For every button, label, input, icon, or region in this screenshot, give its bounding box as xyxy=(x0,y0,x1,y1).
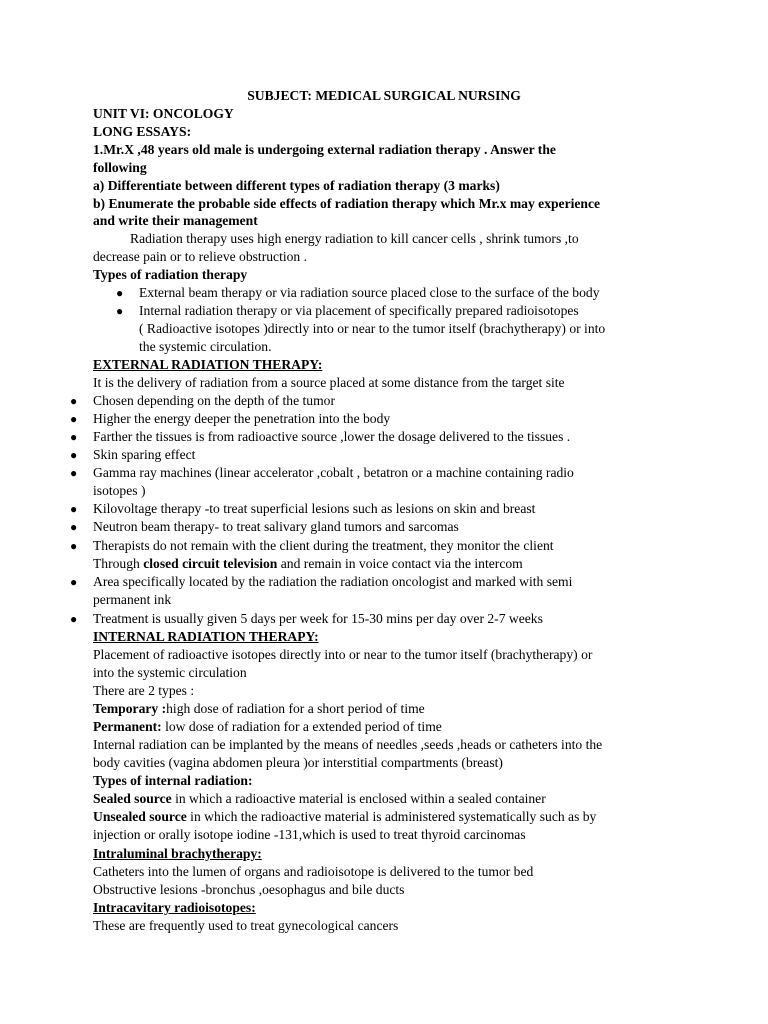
external-definition: It is the delivery of radiation from a source placed at some distance from the target site xyxy=(93,375,565,390)
paragraph-line: There are 2 types : xyxy=(93,683,195,698)
list-item: ( Radioactive isotopes )directly into or near to the tumor itself (brachytherapy) or into xyxy=(139,321,606,336)
unsealed-line xyxy=(93,808,596,826)
emphasis-text: closed circuit television xyxy=(143,556,278,571)
permanent-line xyxy=(93,718,442,736)
list-item: Higher the energy deeper the penetration into the body xyxy=(93,411,391,426)
term-text: in which the radioactive material is administered systematically such as by xyxy=(186,809,597,824)
intracavitary-heading: Intracavitary radioisotopes: xyxy=(93,900,256,915)
term-label: Temporary : xyxy=(93,701,167,716)
bullet-icon: ● xyxy=(70,412,78,426)
sealed-line xyxy=(93,790,546,808)
internal-heading: INTERNAL RADIATION THERAPY: xyxy=(93,629,319,644)
list-item: the systemic circulation. xyxy=(139,339,272,354)
bullet-icon: ● xyxy=(70,466,78,480)
paragraph-line: body cavities (vagina abdomen pleura )or interstitial compartments (breast) xyxy=(93,755,503,770)
subject-title: SUBJECT: MEDICAL SURGICAL NURSING xyxy=(247,88,521,103)
text-fragment: and remain in voice contact via the intercom xyxy=(277,556,523,571)
list-item: Gamma ray machines (linear accelerator ,cobalt , betatron or a machine containing radio xyxy=(93,465,574,480)
paragraph-line: These are frequently used to treat gynecological cancers xyxy=(93,918,399,933)
list-item: Therapists do not remain with the client during the treatment, they monitor the client xyxy=(93,538,554,553)
list-item: Area specifically located by the radiation the radiation oncologist and marked with semi xyxy=(93,574,573,589)
intraluminal-heading: Intraluminal brachytherapy: xyxy=(93,846,262,861)
list-item: Farther the tissues is from radioactive source ,lower the dosage delivered to the tissues . xyxy=(93,429,571,444)
list-item xyxy=(93,555,523,573)
internal-types-heading: Types of internal radiation: xyxy=(93,773,253,788)
bullet-icon: ● xyxy=(70,575,78,589)
intro-paragraph: decrease pain or to relieve obstruction . xyxy=(93,249,308,264)
text-fragment: Through xyxy=(93,556,144,571)
bullet-icon: ● xyxy=(70,394,78,408)
bullet-icon: ● xyxy=(70,520,78,534)
bullet-icon: ● xyxy=(70,448,78,462)
question-part-b: b) Enumerate the probable side effects of radiation therapy which Mr.x may experience xyxy=(93,196,601,211)
bullet-icon: ● xyxy=(116,304,124,318)
intro-paragraph: Radiation therapy uses high energy radiation to kill cancer cells , shrink tumors ,to xyxy=(130,231,579,246)
list-item: Internal radiation therapy or via placement of specifically prepared radioisotopes xyxy=(139,303,579,318)
term-text: low dose of radiation for a extended period of time xyxy=(161,719,442,734)
bullet-icon: ● xyxy=(70,612,78,626)
paragraph-line: Placement of radioactive isotopes directly into or near to the tumor itself (brachytherapy) or xyxy=(93,647,593,662)
list-item: Treatment is usually given 5 days per week for 15-30 mins per day over 2-7 weeks xyxy=(93,611,543,626)
external-heading: EXTERNAL RADIATION THERAPY: xyxy=(93,357,323,372)
temporary-line xyxy=(93,700,425,718)
question-part-b: and write their management xyxy=(93,213,258,228)
types-heading: Types of radiation therapy xyxy=(93,267,248,282)
question-part-a: a) Differentiate between different types of radiation therapy (3 marks) xyxy=(93,178,500,193)
list-item: Chosen depending on the depth of the tumor xyxy=(93,393,335,408)
question-line: following xyxy=(93,160,147,175)
paragraph-line: into the systemic circulation xyxy=(93,665,247,680)
list-item: Skin sparing effect xyxy=(93,447,196,462)
paragraph-line: Internal radiation can be implanted by the means of needles ,seeds ,heads or catheters into the xyxy=(93,737,603,752)
paragraph-line: Obstructive lesions -bronchus ,oesophagus and bile ducts xyxy=(93,882,405,897)
paragraph-line: Catheters into the lumen of organs and radioisotope is delivered to the tumor bed xyxy=(93,864,534,879)
unit-heading: UNIT VI: ONCOLOGY xyxy=(93,106,234,121)
term-text: in which a radioactive material is enclosed within a sealed container xyxy=(171,791,546,806)
list-item: permanent ink xyxy=(93,592,172,607)
list-item: Kilovoltage therapy -to treat superficial lesions such as lesions on skin and breast xyxy=(93,501,536,516)
bullet-icon: ● xyxy=(70,502,78,516)
section-heading: LONG ESSAYS: xyxy=(93,124,192,139)
list-item: isotopes ) xyxy=(93,483,146,498)
term-label: Permanent: xyxy=(93,719,162,734)
bullet-icon: ● xyxy=(70,430,78,444)
list-item: Neutron beam therapy- to treat salivary gland tumors and sarcomas xyxy=(93,519,459,534)
term-label: Unsealed source xyxy=(93,809,187,824)
paragraph-line: injection or orally isotope iodine -131,which is used to treat thyroid carcinomas xyxy=(93,827,526,842)
list-item: External beam therapy or via radiation source placed close to the surface of the body xyxy=(139,285,600,300)
bullet-icon: ● xyxy=(70,539,78,553)
bullet-icon: ● xyxy=(116,286,124,300)
term-label: Sealed source xyxy=(93,791,172,806)
question-line: 1.Mr.X ,48 years old male is undergoing external radiation therapy . Answer the xyxy=(93,142,556,157)
term-text: high dose of radiation for a short period of time xyxy=(166,701,425,716)
